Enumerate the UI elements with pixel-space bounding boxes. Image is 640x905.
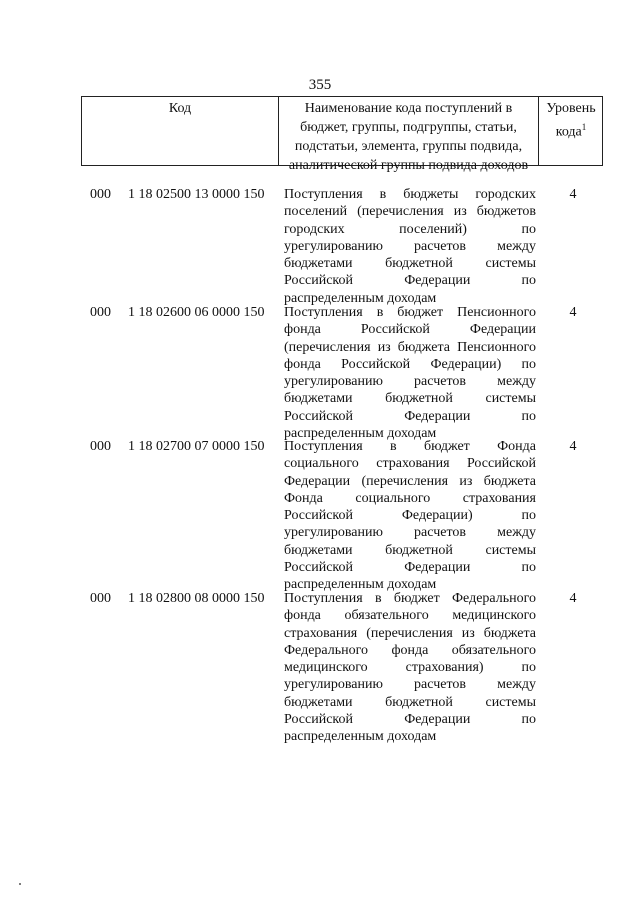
header-level (539, 99, 603, 142)
row-code: 1 18 02800 08 0000 150 (128, 591, 265, 606)
row-admin-code: 000 (90, 439, 111, 454)
row-name: Поступления в бюджет Федерального фонда обязательного медицинского страхования (перечисления из бюджета Федерального фонда обязательного медицинского страхования) по урегулированию расчетов между бюджетами бюджетной системы Российской Федерации по распределенным доходам (284, 591, 536, 745)
row-admin-code: 000 (90, 305, 111, 320)
row-level: 4 (569, 187, 577, 202)
row-name: Поступления в бюджет Пенсионного фонда Российской Федерации (перечисления из бюджета Пенсионного фонда Российской Федерации) по урегулированию расчетов между бюджетами бюджетной системы Российской Федерации по распределенным доходам (284, 305, 536, 442)
row-code: 1 18 02600 06 0000 150 (128, 305, 265, 320)
row-level: 4 (569, 591, 577, 606)
scan-speck (19, 883, 21, 885)
header-level-line2: кода (555, 124, 582, 140)
table-header (81, 96, 603, 173)
header-level-footnote: 1 (581, 122, 587, 132)
row-level: 4 (569, 305, 577, 320)
row-name: Поступления в бюджет Фонда социального страхования Российской Федерации (перечисления из бюджета Фонда социального страхования Российской Федерации) по урегулированию расчетов между бюджетами бюджетной системы Российской Федерации по распределенным доходам (284, 439, 536, 593)
row-name: Поступления в бюджеты городских поселений (перечисления из бюджетов городских поселений) по урегулированию расчетов между бюджетами бюджетной системы Российской Федерации по распределенным доходам (284, 187, 536, 306)
row-admin-code: 000 (90, 591, 111, 606)
row-code: 1 18 02700 07 0000 150 (128, 439, 265, 454)
header-code: Код (168, 101, 192, 116)
row-admin-code: 000 (90, 187, 111, 202)
row-code: 1 18 02500 13 0000 150 (128, 187, 265, 202)
header-level-line1: Уровень (546, 101, 596, 116)
row-level: 4 (569, 439, 577, 454)
header-name: Наименование кода поступлений в бюджет, группы, подгруппы, статьи, подстатьи, элемента, группы подвида, аналитической группы подвида доходов (288, 101, 529, 173)
page-number: 355 (308, 77, 332, 93)
